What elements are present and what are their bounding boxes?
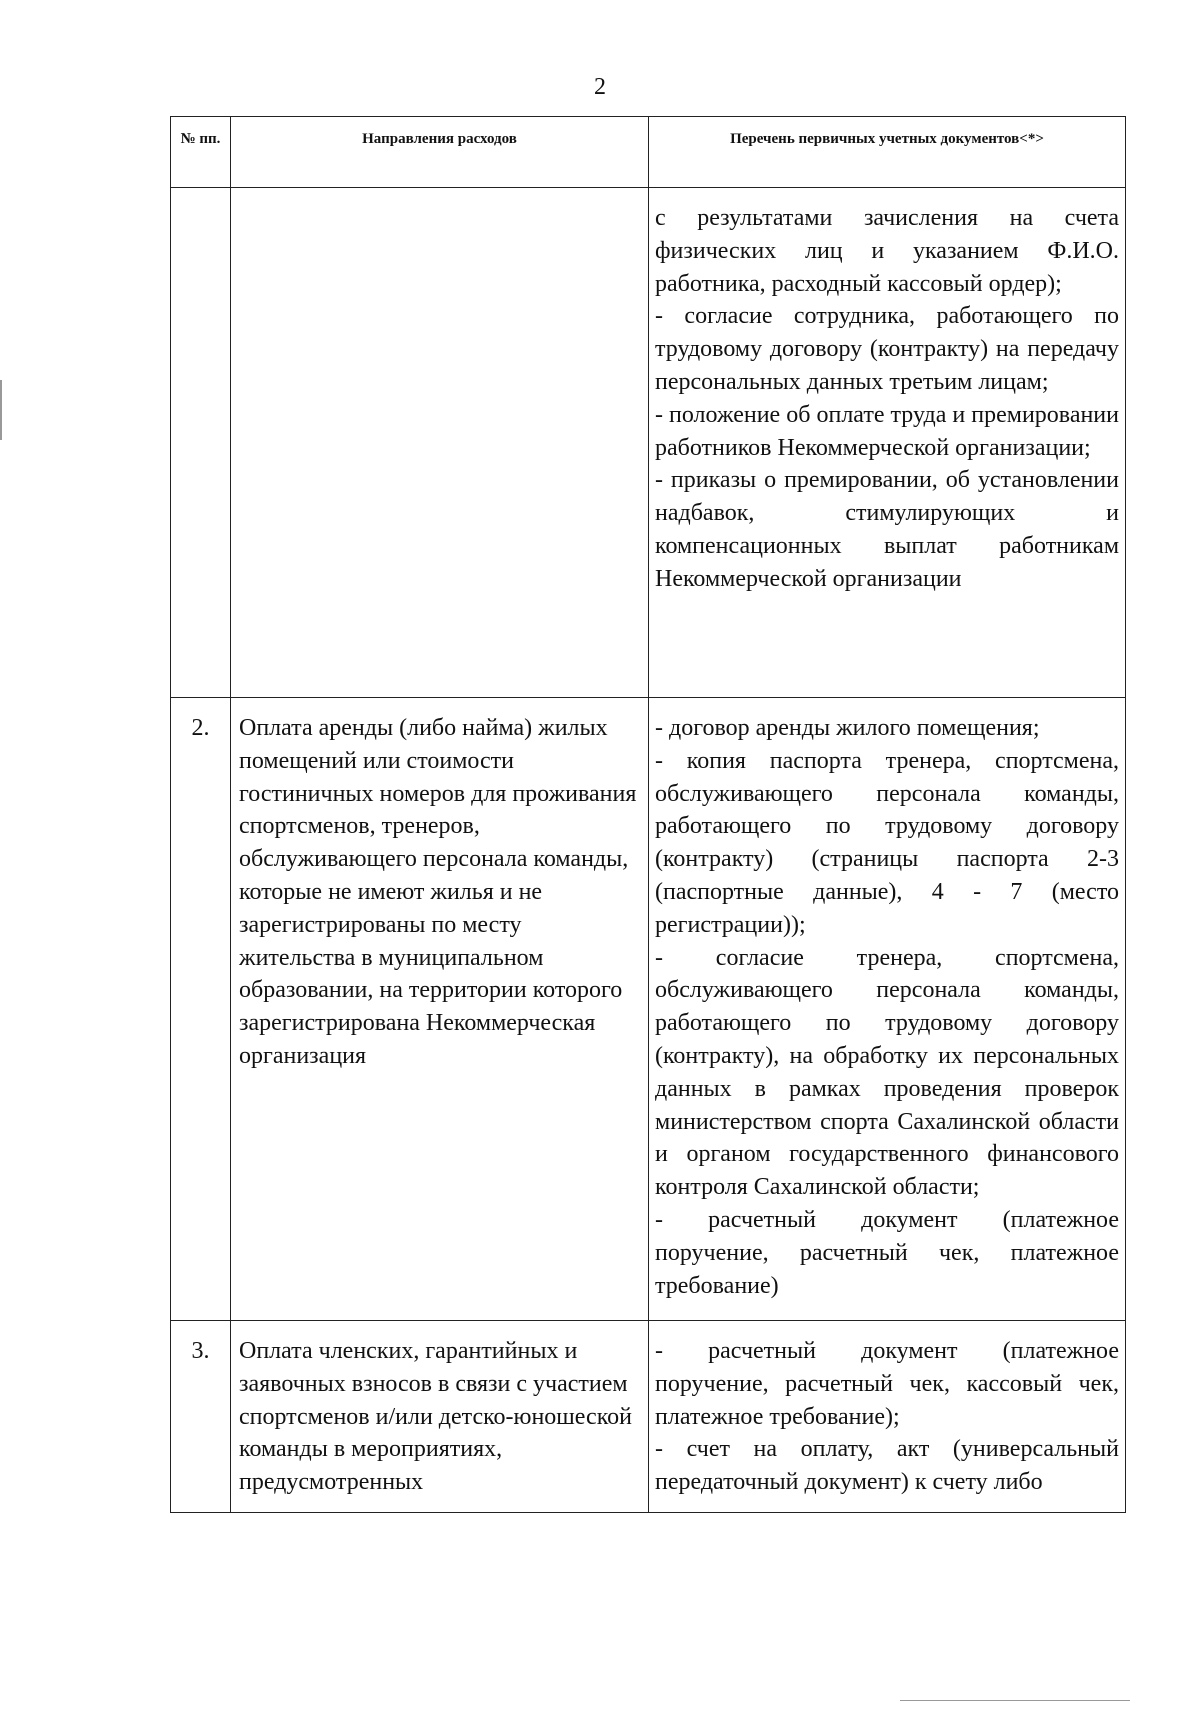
expenses-table xyxy=(170,116,1126,1513)
document-item: с результатами зачисления на счета физических лиц и указанием Ф.И.О. работника, расходный кассовый ордер); xyxy=(655,205,1119,297)
table-header-row xyxy=(171,117,1126,188)
row-num: 2. xyxy=(171,698,231,1321)
document-item: - положение об оплате труда и премировании работников Некоммерческой организации; xyxy=(655,401,1119,461)
document-item: - расчетный документ (платежное поручение, расчетный чек, кассовый чек, платежное требование); xyxy=(655,1338,1119,1430)
scan-edge-mark xyxy=(900,1700,1130,1701)
row-documents xyxy=(649,188,1126,698)
document-item: - расчетный документ (платежное поручение, расчетный чек, платежное требование) xyxy=(655,1206,1119,1299)
header-num: № пп. xyxy=(171,117,231,188)
table-row xyxy=(171,698,1126,1321)
document-item: - счет на оплату, акт (универсальный передаточный документ) к счету либо xyxy=(655,1436,1119,1496)
row-num xyxy=(171,188,231,698)
document-item: - согласие сотрудника, работающего по трудовому договору (контракту) на передачу персональных данных третьим лицам; xyxy=(655,303,1119,395)
document-item: - копия паспорта тренера, спортсмена, обслуживающего персонала команды, работающего по трудовому договору (контракту) (страницы паспорта 2-3 (паспортные данные), 4 - 7 (место регистрации)); xyxy=(655,747,1119,938)
row-direction: Оплата членских, гарантийных и заявочных взносов в связи с участием спортсменов и/или детско-юношеской команды в мероприятиях, предусмотренных xyxy=(231,1321,649,1513)
row-direction: Оплата аренды (либо найма) жилых помещений или стоимости гостиничных номеров для проживания спортсменов, тренеров, обслуживающего персонала команды, которые не имеют жилья и не зарегистрированы по месту жительства в муниципальном образовании, на территории которого зарегистрирована Некоммерческая организация xyxy=(231,698,649,1321)
row-documents xyxy=(649,698,1126,1321)
header-documents: Перечень первичных учетных документов<*> xyxy=(649,117,1126,188)
table-row xyxy=(171,1321,1126,1513)
row-direction xyxy=(231,188,649,698)
page-number: 2 xyxy=(594,74,606,100)
table-row xyxy=(171,188,1126,698)
header-direction: Направления расходов xyxy=(231,117,649,188)
row-documents xyxy=(649,1321,1126,1513)
document-item: - договор аренды жилого помещения; xyxy=(655,715,1040,741)
document-item: - приказы о премировании, об установлении надбавок, стимулирующих и компенсационных выплат работникам Некоммерческой организации xyxy=(655,467,1119,592)
row-num: 3. xyxy=(171,1321,231,1513)
document-item: - согласие тренера, спортсмена, обслуживающего персонала команды, работающего по трудовому договору (контракту), на обработку их персональных данных в рамках проведения проверок министерством спорта Сахалинской области и органом государственного финансового контроля Сахалинской области; xyxy=(655,944,1119,1201)
scan-edge-mark xyxy=(0,380,2,440)
